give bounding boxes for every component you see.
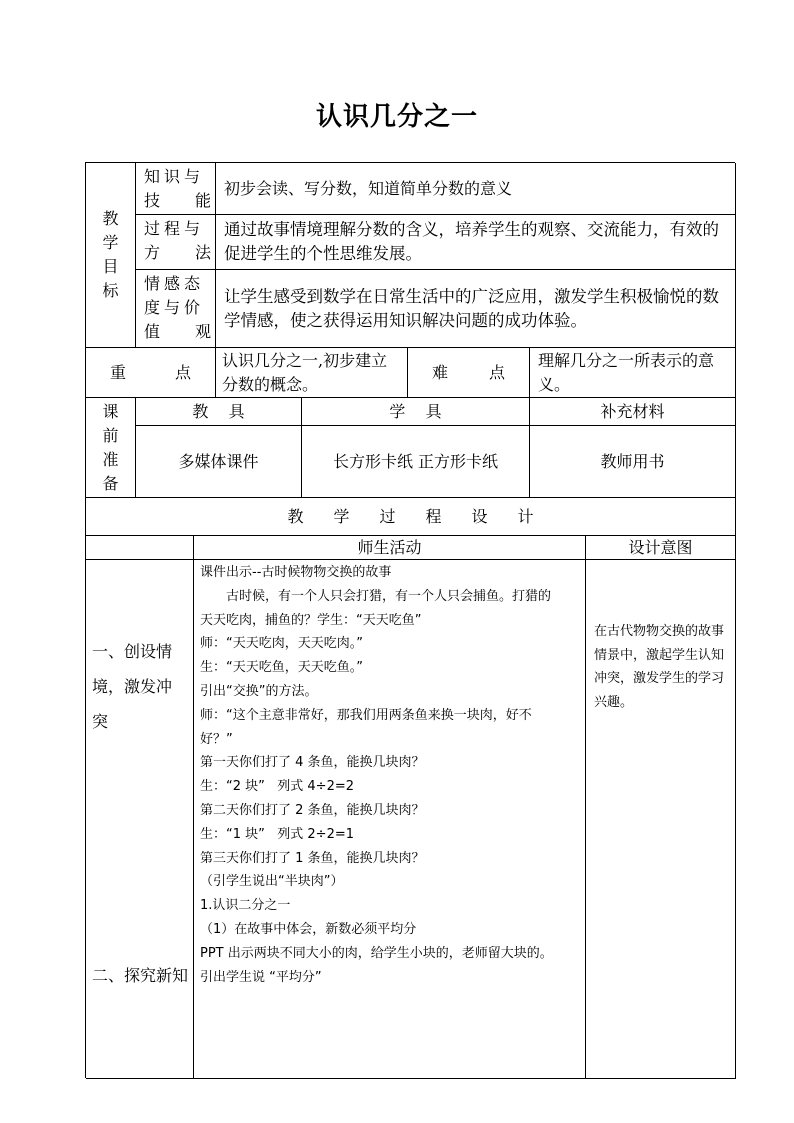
activity-line: 古时候，有一个人只会打猎，有一个人只会捕鱼。打猎的 [226,588,552,604]
teaching-aids-value: 多媒体课件 [136,426,302,498]
activity-line: 课件出示--古时候物物交换的故事 [200,565,392,580]
knowledge-skill-content: 初步会读、写分数，知道简单分数的意义 [216,163,736,215]
objectives-label: 教 学 目 标 [86,163,136,348]
activity-line: （引学生说出“半块肉”） [200,874,344,890]
activity-line: 生：“1 块” 列式 2÷2=1 [200,826,355,842]
activity-line: 生：“天天吃鱼，天天吃鱼。” [200,660,363,676]
activity-line: （1）在故事中体会，新数必须平均分 [200,921,417,937]
activity-line: 第三天你们打了 1 条鱼，能换几块肉？ [200,850,425,866]
preparation-label: 课 前 准 备 [86,398,136,498]
activity-line: 生：“2 块” 列式 4÷2=2 [200,779,355,795]
activity-line: 天天吃肉，捕鱼的？学生：“天天吃鱼” [200,612,422,628]
materials-value: 教师用书 [530,426,736,498]
emotion-attitude-content: 让学生感受到数学在日常生活中的广泛应用，激发学生积极愉悦的数学情感，使之获得运用知识解决问题的成功体验。 [216,270,736,348]
activity-column-header: 师生活动 [194,536,586,560]
key-point-label: 重 点 [86,348,216,398]
activity-line: 第一天你们打了 4 条鱼，能换几块肉？ [200,755,425,771]
emotion-attitude-label: 情感态 度与价 值 观 [136,270,216,348]
lesson-plan-table [85,162,735,497]
section-column [86,560,194,1079]
page-title: 认识几分之一 [315,102,478,132]
learning-aids-header: 学 具 [302,398,530,426]
activity-content [194,560,586,1079]
activity-line: 第二天你们打了 2 条鱼，能换几块肉？ [200,802,425,818]
intent-content: 在古代物物交换的故事情景中，激起学生认知冲突，激发学生的学习兴趣。 [586,560,736,1079]
activity-line: 引出“交换”的方法。 [200,683,318,699]
difficulty-content: 理解几分之一所表示的意义。 [530,348,736,398]
activity-line: 师：“天天吃肉，天天吃肉。” [200,636,363,652]
activity-line: 1.认识二分之一 [200,898,291,914]
section-2-label: 二、探究新知 [92,966,189,985]
process-method-content: 通过故事情境理解分数的含义，培养学生的观察、交流能力，有效的促进学生的个性思维发展。 [216,215,736,270]
materials-header: 补充材料 [530,398,736,426]
key-point-content: 认识几分之一,初步建立分数的概念。 [216,348,408,398]
activity-line: 引出学生说 “平均分” [200,969,322,985]
process-table [85,497,735,1078]
process-method-label: 过程与 方 法 [136,215,216,270]
activity-line: 师：“这个主意非常好，那我们用两条鱼来换一块肉，好不 [200,707,532,723]
difficulty-label: 难 点 [408,348,530,398]
section-1-label: 一、创设情 境，激发冲 突 [92,642,173,731]
knowledge-skill-label: 知识与 技 能 [136,163,216,215]
process-header-blank [86,536,194,560]
teaching-aids-header: 教 具 [136,398,302,426]
learning-aids-value: 长方形卡纸 正方形卡纸 [302,426,530,498]
intent-column-header: 设计意图 [586,536,736,560]
activity-line: PPT 出示两块不同大小的肉，给学生小块的，老师留大块的。 [200,945,553,961]
activity-line: 好？” [200,731,233,747]
process-heading: 教学过程设计 [86,498,736,536]
